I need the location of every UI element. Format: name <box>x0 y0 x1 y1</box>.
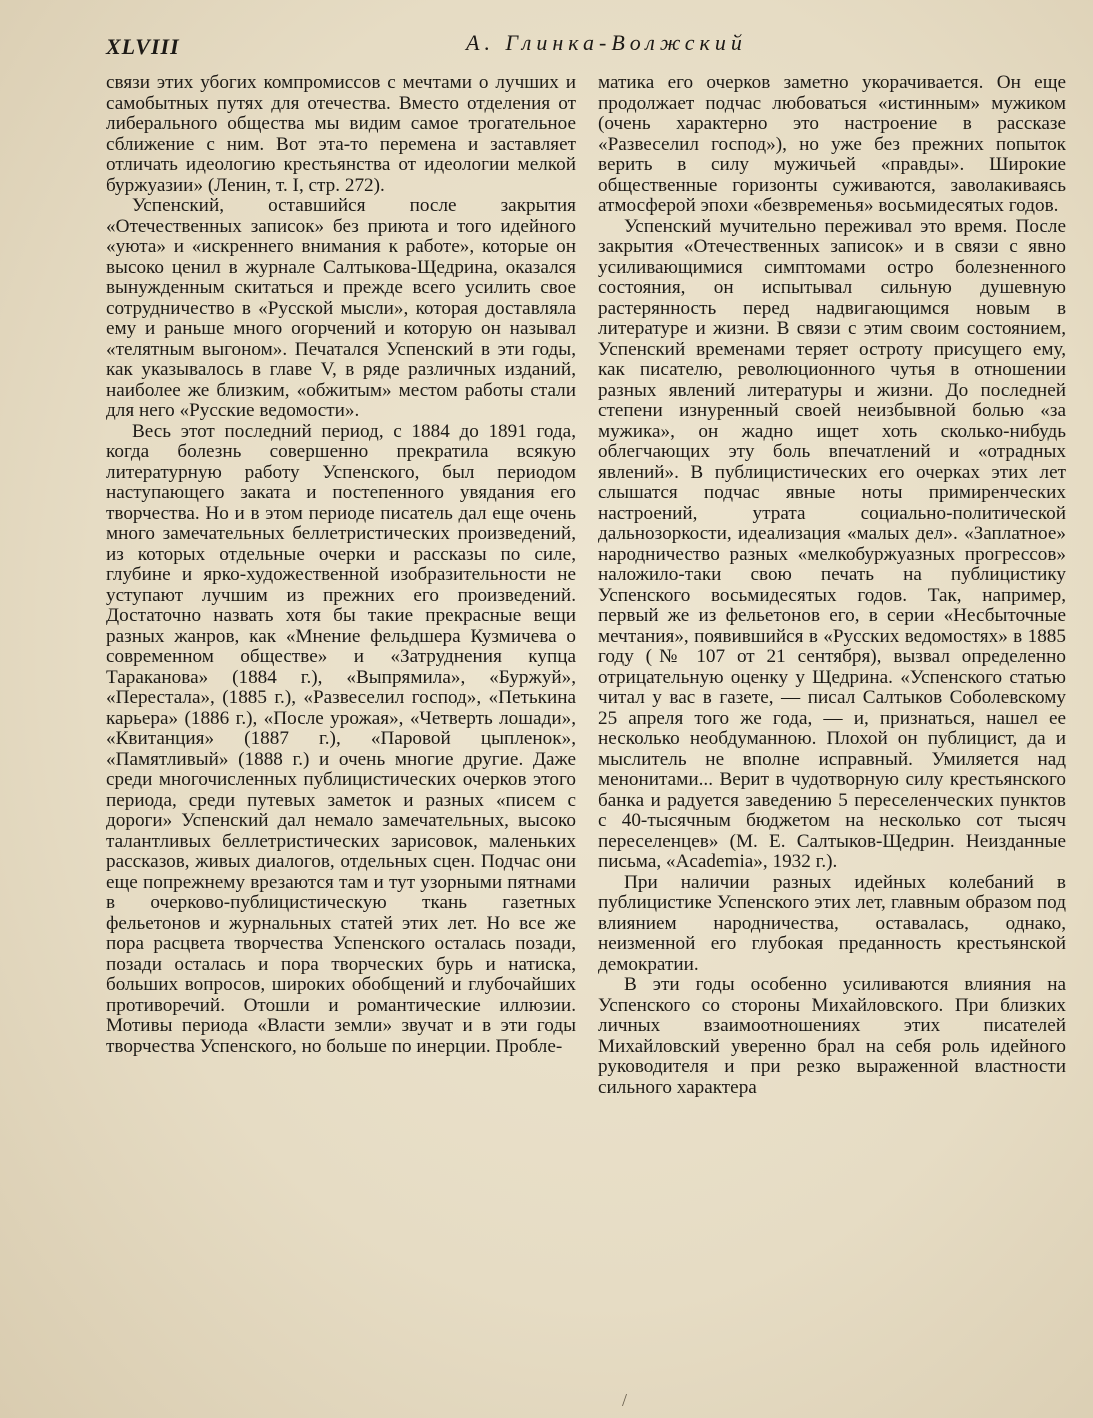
right-paragraph-1: матика его очерков заметно укорачивается. Он еще продолжает подчас любоваться «истинным» мужиком (очень характерно это настроение в рассказе «Развеселил господ»), но уже без прежних попыток верить в силу мужичьей «правды». Широкие общественные горизонты суживаются, заволакиваясь атмосферой эпохи «безвременья» восьмидесятых годов. <box>598 72 1066 216</box>
margin-pencil-mark: / <box>622 1390 628 1410</box>
right-paragraph-4: В эти годы особенно усиливаются влияния на Успенского со стороны Михайловского. При близких личных взаимоотношениях этих писателей Михайловский уверенно брал на себя роль идейного руководителя и при резко выраженной властности сильного характера <box>598 974 1066 1098</box>
left-paragraph-1: связи этих убогих компромиссов с мечтами о лучших и самобытных путях для отечества. Вместо отделения от либерального общества мы видим самое трогательное сближение с ним. Вот эта-то перемена и заставляет отличать идеологию крестьянства от идеологии мелкой буржуазии» (Ленин, т. I, стр. 272). <box>106 72 576 196</box>
left-paragraph-3: Весь этот последний период, с 1884 до 1891 года, когда болезнь совершенно прекратила всякую литературную работу Успенского, был периодом наступающего заката и постепенного увядания его творчества. Но и в этом периоде писатель дал еще очень много замечательных беллетристических произведений, из которых отдельные очерки и рассказы по силе, глубине и ярко-художественной изобразительности не уступают лучшим из прежних его произведений. Достаточно назвать хотя бы такие прекрасные вещи разных жанров, как «Мнение фельдшера Кузмичева о современном обществе» и «Затруднения купца Тараканова» (1884 г.), «Выпрямила», «Буржуй», «Перестала», (1885 г.), «Развеселил господ», «Петькина карьера» (1886 г.), «После урожая», «Четверть лошади», «Квитанция» (1887 г.), «Паровой цыпленок», «Памятливый» (1888 г.) и очень многие другие. Даже среди многочисленных публицистических очерков этого периода, среди путевых заметок и разных «писем с дороги» Успенский дал немало замечательных, высоко талантливых беллетристических зарисовок, маленьких рассказов, живых диалогов, отдельных сцен. Подчас они еще попрежнему врезаются там и тут узорными пятнами в очерково-публицистическую ткань газетных фельетонов и журнальных статей этих лет. Но все же пора расцвета творчества Успенского осталась позади, позади осталась и пора творческих бурь и натиска, больших вопросов, широких обобщений и глубочайших противоречий. Отошли и романтические иллюзии. Мотивы периода «Власти земли» звучат и в эти годы творчества Успенского, но больше по инерции. Пробле- <box>106 420 576 1057</box>
left-paragraph-2: Успенский, оставшийся после закрытия «Отечественных записок» без приюта и того идейного «уюта» и «искреннего внимания к работе», которые он высоко ценил в журнале Салтыкова-Щедрина, оказался вынужденным скитаться и прежде всего усилить свое сотрудничество в «Русской мысли», которая доставляла ему и раньше много огорчений и которую он называл «телятным выгоном». Печатался Успенский в эти годы, как указывалось в главе V, в ряде различных изданий, наиболее же близким, «обжитым» местом работы стали для него «Русские ведомости». <box>106 195 576 421</box>
page-number: XLVIII <box>106 34 180 59</box>
right-paragraph-2: Успенский мучительно переживал это время. После закрытия «Отечественных записок» и в связи с явно усиливающимися симптомами остро болезненного состояния, он испытывал сильную душевную растерянность перед надвигающимся новым в литературе и жизни. В связи с этим своим состоянием, Успенский временами теряет остроту присущего ему, как писателю, революционного чутья в отношении разных явлений литературы и жизни. До последней степени изнуренный своей неизбывной болью «за мужика», он жадно ищет хоть сколько-нибудь облегчающих эту боль впечатлений и «отрадных явлений». В публицистических его очерках этих лет слышатся подчас явные ноты примиренческих настроений, утрата социально-политической дальнозоркости, идеализация «малых дел». «Заплатное» народничество разных «мелкобуржуазных прогрессов» наложило-таки свою печать на публицистику Успенского восьмидесятых годов. Так, например, первый же из фельетонов его, в серии «Несбыточные мечтания», появившийся в «Русских ведомостях» в 1885 году (№ 107 от 21 сентября), вызвал определенно отрицательную оценку у Щедрина. «Успенского статью читал у вас в газете, — писал Салтыков Соболевскому 25 апреля того же года, — и, признаться, нашел ее несколько необдуманною. Плохой он публицист, да и мыслитель не вполне исправный. Умиляется над менонитами... Верит в чудотворную силу крестьянского банка и радуется заведению 5 переселенческих пунктов с 40-тысячным бюджетом на несколько сот тысяч переселенцев» (М. Е. Салтыков-Щедрин. Неизданные письма, «Academia», 1932 г.). <box>598 215 1066 872</box>
right-paragraph-3: При наличии разных идейных колебаний в публицистике Успенского этих лет, главным образом под влиянием народничества, оставалась, однако, неизменной его глубокая преданность крестьянской демократии. <box>598 871 1066 975</box>
left-column <box>106 73 576 1057</box>
right-column <box>598 73 1066 1098</box>
running-head: А. Глинка-Волжский <box>466 30 747 55</box>
page-header <box>0 26 1093 66</box>
